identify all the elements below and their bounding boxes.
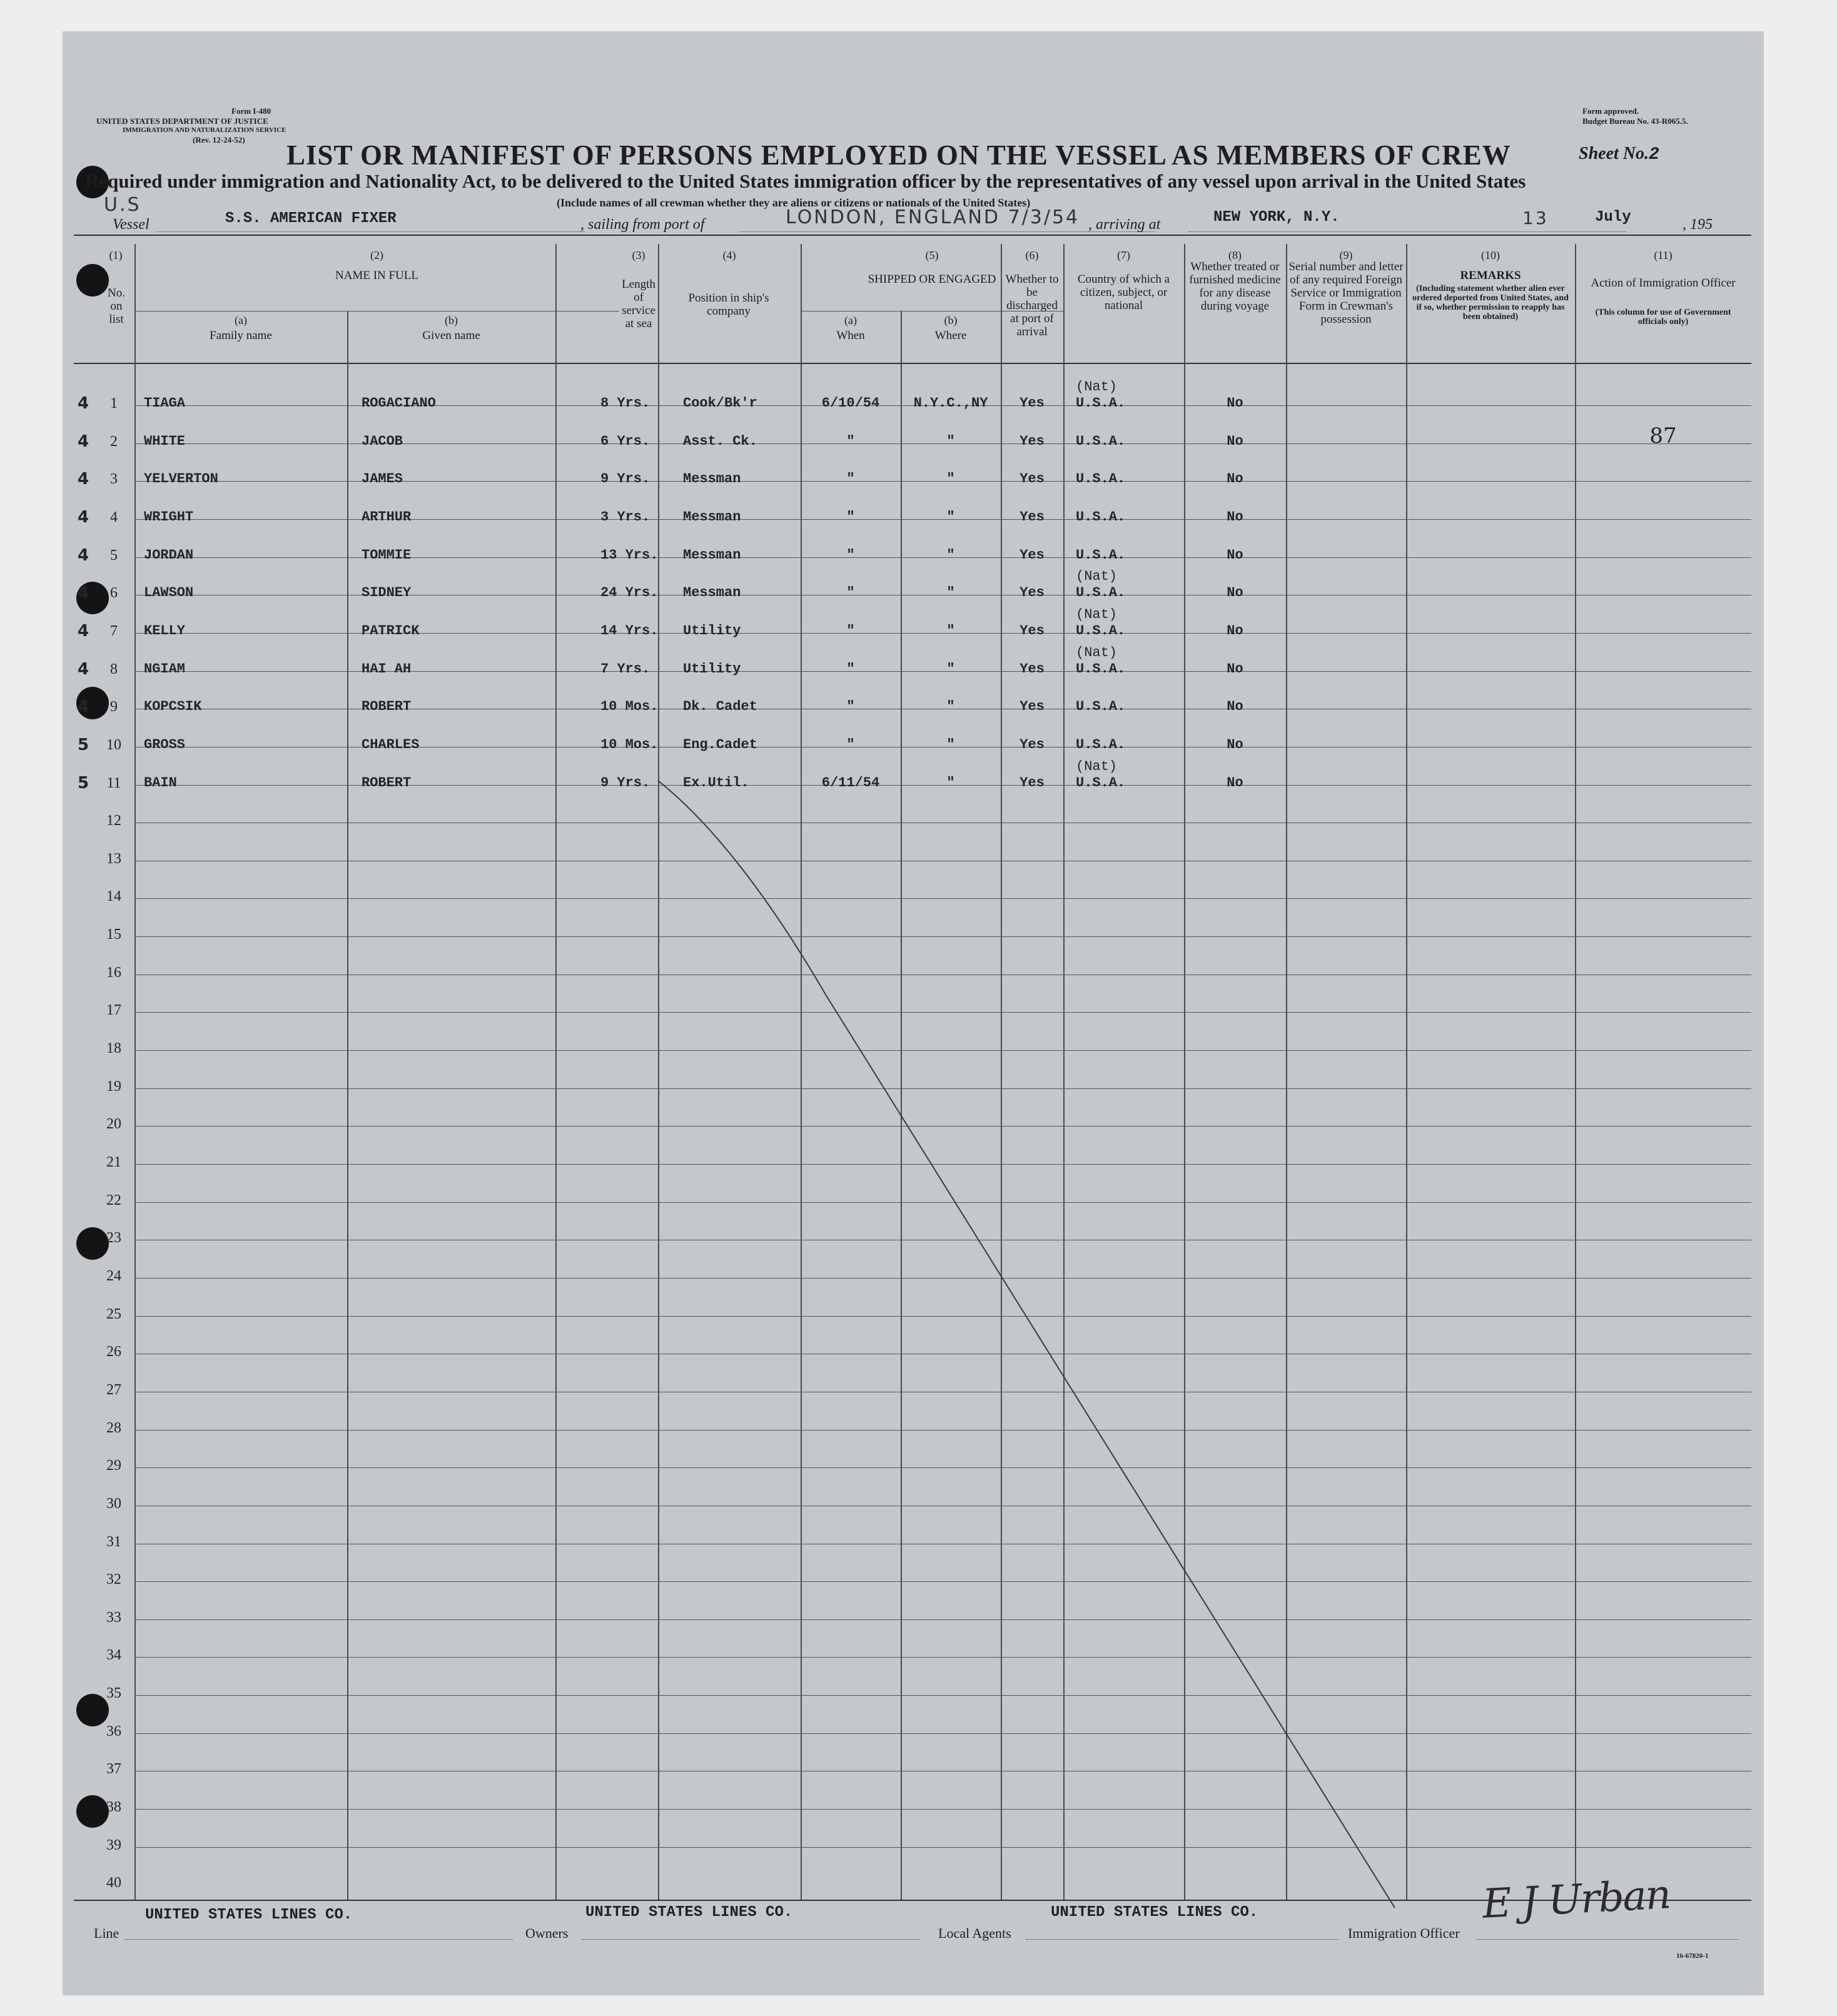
col-divider <box>555 244 557 1900</box>
row-number: 1 <box>110 395 118 412</box>
family-name: TIAGA <box>144 395 186 411</box>
page-subtitle: Required under immigration and Nationality Act, to be delivered to the United States immigration officer by the representatives of any vessel upon arrival in the United States <box>85 170 1526 192</box>
col11-note: (This column for use of Government officials only) <box>1595 308 1731 327</box>
nat-mark: (Nat) <box>1076 644 1118 661</box>
sailing-label: , sailing from port of <box>580 216 705 233</box>
shipped-when: " <box>846 699 855 715</box>
margin-tally: 4 <box>78 507 89 527</box>
col2-label: NAME IN FULL <box>335 269 418 282</box>
col2b-number: (b) <box>445 314 458 327</box>
country: U.S.A. <box>1076 433 1126 449</box>
row-number: 23 <box>106 1230 121 1247</box>
row-number: 33 <box>106 1609 121 1626</box>
given-name: PATRICK <box>362 622 420 639</box>
col-divider <box>134 244 136 1900</box>
medicine: No <box>1227 547 1243 563</box>
vessel-name: S.S. AMERICAN FIXER <box>225 210 397 227</box>
row-number: 11 <box>106 774 121 791</box>
row-rule <box>134 1430 1751 1431</box>
shipped-when: " <box>846 736 855 752</box>
shipped-when: " <box>846 622 855 639</box>
nat-mark: (Nat) <box>1076 758 1118 774</box>
year-label: , 195 <box>1683 216 1713 233</box>
form-revision: (Rev. 12-24-52) <box>193 135 245 144</box>
country: U.S.A. <box>1076 736 1126 752</box>
family-name: GROSS <box>144 736 186 752</box>
row-rule <box>134 898 1751 899</box>
service-name: IMMIGRATION AND NATURALIZATION SERVICE <box>123 126 286 134</box>
country: U.S.A. <box>1076 699 1126 715</box>
footer-owners-value: UNITED STATES LINES CO. <box>585 1904 793 1921</box>
nat-mark: (Nat) <box>1076 379 1118 395</box>
shipped-when: 6/11/54 <box>821 774 880 791</box>
row-number: 6 <box>110 585 118 602</box>
col10-label: REMARKS <box>1460 269 1521 282</box>
shipped-where: " <box>946 585 955 601</box>
margin-tally: 4 <box>78 432 89 451</box>
col-divider <box>347 311 348 1900</box>
medicine: No <box>1227 509 1243 525</box>
footer-officer-underline <box>1476 1939 1739 1940</box>
service-length: 9 Yrs. <box>600 471 650 487</box>
arrival-month: July <box>1595 209 1631 226</box>
given-name: CHARLES <box>362 736 420 752</box>
given-name: ROBERT <box>362 699 412 715</box>
row-number: 20 <box>106 1116 121 1133</box>
header-sub-rule-name <box>134 311 619 312</box>
medicine: No <box>1227 736 1243 752</box>
form-number: Form I-480 <box>231 106 271 116</box>
country: U.S.A. <box>1076 509 1126 525</box>
col5-label: SHIPPED OR ENGAGED <box>868 273 996 286</box>
row-number: 39 <box>106 1836 121 1853</box>
given-name: ROBERT <box>362 774 412 791</box>
discharged: Yes <box>1020 661 1045 677</box>
discharged: Yes <box>1020 395 1045 411</box>
col11-number: (11) <box>1654 249 1673 261</box>
footer-officer-label: Immigration Officer <box>1348 1925 1460 1941</box>
vessel-label: Vessel <box>113 216 149 233</box>
col3-label: Length of service at sea <box>622 278 655 330</box>
sheet-no-value: 2 <box>1649 145 1659 165</box>
margin-tally: 4 <box>78 659 89 679</box>
family-name: JORDAN <box>144 547 194 563</box>
discharged: Yes <box>1020 774 1045 791</box>
shipped-where: " <box>946 774 955 791</box>
ship-position: Asst. Ck. <box>683 433 757 449</box>
country: U.S.A. <box>1076 395 1126 411</box>
shipped-where: " <box>946 622 955 639</box>
medicine: No <box>1227 395 1243 411</box>
footer-owners-label: Owners <box>525 1925 569 1941</box>
row-number: 18 <box>106 1040 121 1057</box>
family-name: NGIAM <box>144 661 186 677</box>
row-rule <box>134 1316 1751 1317</box>
country: U.S.A. <box>1076 471 1126 487</box>
row-number: 40 <box>106 1875 121 1892</box>
sheet-no-text: Sheet No. <box>1579 144 1649 163</box>
col8-number: (8) <box>1228 249 1242 261</box>
shipped-where: " <box>946 547 955 563</box>
given-name: JAMES <box>362 471 403 487</box>
col4-label: Position in ship's company <box>688 291 769 318</box>
row-number: 30 <box>106 1495 121 1512</box>
row-rule <box>134 1164 1751 1165</box>
margin-tally: 5 <box>78 735 89 754</box>
col5b-label: Where <box>934 329 967 342</box>
country: U.S.A. <box>1076 547 1126 563</box>
row-rule <box>134 1657 1751 1658</box>
row-number: 38 <box>106 1799 121 1816</box>
row-number: 17 <box>106 1002 121 1019</box>
country: U.S.A. <box>1076 622 1126 639</box>
service-length: 10 Mos. <box>600 699 659 715</box>
service-length: 10 Mos. <box>600 736 659 752</box>
row-rule <box>134 1088 1751 1089</box>
row-number: 8 <box>110 661 118 677</box>
approval-line-2: Budget Bureau No. 43-R065.5. <box>1582 116 1688 126</box>
row-number: 29 <box>106 1457 121 1474</box>
header-bottom-rule <box>74 363 1751 364</box>
col7-label: Country of which a citizen, subject, or national <box>1077 273 1170 312</box>
discharged: Yes <box>1020 699 1045 715</box>
row-number: 7 <box>110 622 118 639</box>
discharged: Yes <box>1020 433 1045 449</box>
family-name: LAWSON <box>144 585 194 601</box>
shipped-when: " <box>846 547 855 563</box>
col2b-label: Given name <box>422 329 480 342</box>
manifest-sheet <box>63 31 1764 1995</box>
ship-position: Dk. Cadet <box>683 699 757 715</box>
given-name: ROGACIANO <box>362 395 436 411</box>
row-number: 31 <box>106 1533 121 1550</box>
include-note: (Include names of all crewman whether they are aliens or citizens or nationals of the United States) <box>557 196 1031 209</box>
medicine: No <box>1227 661 1243 677</box>
service-length: 7 Yrs. <box>600 661 650 677</box>
handwritten-mark: U.S <box>104 194 141 216</box>
officer-action: 87 <box>1649 423 1677 448</box>
row-number: 22 <box>106 1192 121 1208</box>
shipped-when: " <box>846 471 855 487</box>
col5-number: (5) <box>925 249 939 261</box>
row-number: 5 <box>110 547 118 564</box>
family-name: WRIGHT <box>144 509 194 525</box>
given-name: ARTHUR <box>362 509 412 525</box>
margin-tally: 5 <box>78 773 89 793</box>
col9-label: Serial number and letter of any required Foreign Service or Immigration Form in Crewman's possession <box>1288 260 1404 326</box>
col2a-number: (a) <box>235 314 247 327</box>
row-rule <box>134 936 1751 937</box>
row-number: 28 <box>106 1419 121 1436</box>
margin-tally: 4 <box>78 621 89 641</box>
shipped-where: " <box>946 509 955 525</box>
family-name: KELLY <box>144 622 186 639</box>
row-number: 2 <box>110 433 118 450</box>
nat-mark: (Nat) <box>1076 569 1118 585</box>
ship-position: Cook/Bk'r <box>683 395 757 411</box>
service-length: 14 Yrs. <box>600 622 659 639</box>
medicine: No <box>1227 774 1243 791</box>
col5b-number: (b) <box>944 314 958 327</box>
row-rule <box>134 1581 1751 1582</box>
shipped-when: " <box>846 661 855 677</box>
row-rule <box>134 1126 1751 1127</box>
row-rule <box>134 1733 1751 1734</box>
service-length: 8 Yrs. <box>600 395 650 411</box>
country: U.S.A. <box>1076 661 1126 677</box>
footer-agents-value: UNITED STATES LINES CO. <box>1051 1904 1258 1921</box>
col2a-label: Family name <box>210 329 272 342</box>
service-length: 3 Yrs. <box>600 509 650 525</box>
col6-number: (6) <box>1025 249 1039 261</box>
discharged: Yes <box>1020 509 1045 525</box>
service-length: 6 Yrs. <box>600 433 650 449</box>
officer-signature: E J Urban <box>1481 1872 1671 1928</box>
row-number: 32 <box>106 1571 121 1588</box>
row-number: 10 <box>106 736 121 753</box>
discharged: Yes <box>1020 585 1045 601</box>
row-number: 9 <box>110 699 118 716</box>
col-divider <box>1286 244 1287 1900</box>
medicine: No <box>1227 471 1243 487</box>
discharged: Yes <box>1020 736 1045 752</box>
col1-number: (1) <box>109 249 123 261</box>
country: U.S.A. <box>1076 585 1126 601</box>
shipped-where: " <box>946 433 955 449</box>
ship-position: Messman <box>683 471 741 487</box>
crew-table <box>63 31 1764 1995</box>
margin-tally: 4 <box>78 584 89 603</box>
row-number: 36 <box>106 1723 121 1740</box>
col8-label: Whether treated or furnished medicine for any disease during voyage <box>1189 260 1281 313</box>
margin-tally: 4 <box>78 545 89 565</box>
col5a-number: (a) <box>844 314 857 327</box>
row-rule <box>134 1278 1751 1279</box>
sailing-port: LONDON, ENGLAND 7/3/54 <box>786 206 1080 228</box>
ship-position: Eng.Cadet <box>683 736 757 752</box>
row-rule <box>134 1050 1751 1051</box>
shipped-where: " <box>946 471 955 487</box>
ship-position: Messman <box>683 585 741 601</box>
shipped-where: N.Y.C.,NY <box>913 395 988 411</box>
discharged: Yes <box>1020 547 1045 563</box>
row-number: 12 <box>106 813 121 829</box>
shipped-when: " <box>846 585 855 601</box>
row-rule <box>134 1202 1751 1203</box>
nat-mark: (Nat) <box>1076 606 1118 622</box>
discharged: Yes <box>1020 471 1045 487</box>
footer-owners-underline <box>582 1939 919 1940</box>
medicine: No <box>1227 622 1243 639</box>
col6-label: Whether to be discharged at port of arrival <box>1005 273 1059 338</box>
discharged: Yes <box>1020 622 1045 639</box>
page-title: LIST OR MANIFEST OF PERSONS EMPLOYED ON THE VESSEL AS MEMBERS OF CREW <box>286 139 1511 171</box>
shipped-when: " <box>846 433 855 449</box>
row-number: 13 <box>106 850 121 867</box>
footer-line-underline <box>125 1939 513 1940</box>
col10-note: (Including statement whether alien ever ordered deported from United States, and if so, whether permission to reapply has been obtained) <box>1412 284 1569 322</box>
row-number: 3 <box>110 471 118 488</box>
given-name: HAI AH <box>362 661 412 677</box>
col5a-label: When <box>836 329 865 342</box>
country: U.S.A. <box>1076 774 1126 791</box>
col2-number: (2) <box>370 249 383 261</box>
ship-position: Messman <box>683 509 741 525</box>
footer-agents-underline <box>1026 1939 1339 1940</box>
row-number: 4 <box>110 509 118 525</box>
col-divider <box>1063 244 1065 1900</box>
col7-number: (7) <box>1117 249 1130 261</box>
given-name: TOMMIE <box>362 547 412 563</box>
col1-label: No. on list <box>108 286 125 326</box>
row-rule <box>134 1619 1751 1620</box>
col-divider <box>1406 244 1407 1900</box>
col4-number: (4) <box>722 249 736 261</box>
table-top-rule <box>74 235 1751 236</box>
row-number: 24 <box>106 1267 121 1284</box>
given-name: JACOB <box>362 433 403 449</box>
margin-tally: 4 <box>78 394 89 413</box>
col-divider <box>658 244 659 1900</box>
col10-number: (10) <box>1481 249 1500 261</box>
row-number: 14 <box>106 888 121 905</box>
shipped-where: " <box>946 661 955 677</box>
col-divider <box>1575 244 1576 1900</box>
row-number: 19 <box>106 1078 121 1095</box>
row-number: 21 <box>106 1154 121 1170</box>
ship-position: Utility <box>683 661 741 677</box>
ship-position: Ex.Util. <box>683 774 749 791</box>
shipped-when: " <box>846 509 855 525</box>
shipped-when: 6/10/54 <box>821 395 880 411</box>
shipped-where: " <box>946 699 955 715</box>
row-rule <box>134 1467 1751 1468</box>
form-code: 16-67820-1 <box>1676 1952 1709 1960</box>
row-number: 37 <box>106 1761 121 1778</box>
margin-tally: 4 <box>78 470 89 489</box>
given-name: SIDNEY <box>362 585 412 601</box>
col-divider <box>1001 244 1002 1900</box>
row-rule <box>134 1012 1751 1013</box>
col11-label: Action of Immigration Officer <box>1591 276 1736 290</box>
col-divider <box>1184 244 1185 1900</box>
family-name: BAIN <box>144 774 177 791</box>
ship-position: Messman <box>683 547 741 563</box>
row-number: 26 <box>106 1344 121 1360</box>
arrival-day: 13 <box>1522 208 1549 228</box>
service-length: 9 Yrs. <box>600 774 650 791</box>
arriving-label: , arriving at <box>1088 216 1161 233</box>
col3-number: (3) <box>632 249 645 261</box>
col-divider <box>801 244 802 1900</box>
medicine: No <box>1227 585 1243 601</box>
family-name: KOPCSIK <box>144 699 202 715</box>
service-length: 13 Yrs. <box>600 547 659 563</box>
medicine: No <box>1227 433 1243 449</box>
row-number: 25 <box>106 1305 121 1322</box>
row-number: 34 <box>106 1647 121 1664</box>
footer-agents-label: Local Agents <box>938 1925 1011 1941</box>
row-rule <box>134 1695 1751 1696</box>
row-rule <box>134 1809 1751 1810</box>
margin-tally: 4 <box>78 697 89 717</box>
medicine: No <box>1227 699 1243 715</box>
service-length: 24 Yrs. <box>600 585 659 601</box>
row-number: 16 <box>106 964 121 981</box>
department-name: UNITED STATES DEPARTMENT OF JUSTICE <box>96 116 268 126</box>
row-number: 15 <box>106 926 121 943</box>
footer-line-label: Line <box>94 1925 119 1941</box>
family-name: YELVERTON <box>144 471 218 487</box>
shipped-where: " <box>946 736 955 752</box>
approval-line-1: Form approved. <box>1582 106 1639 116</box>
row-number: 35 <box>106 1685 121 1702</box>
family-name: WHITE <box>144 433 186 449</box>
row-rule <box>134 1847 1751 1848</box>
row-number: 27 <box>106 1381 121 1398</box>
arriving-port: NEW YORK, N.Y. <box>1213 209 1340 226</box>
footer-line-value: UNITED STATES LINES CO. <box>145 1907 353 1923</box>
ship-position: Utility <box>683 622 741 639</box>
col9-number: (9) <box>1339 249 1353 261</box>
